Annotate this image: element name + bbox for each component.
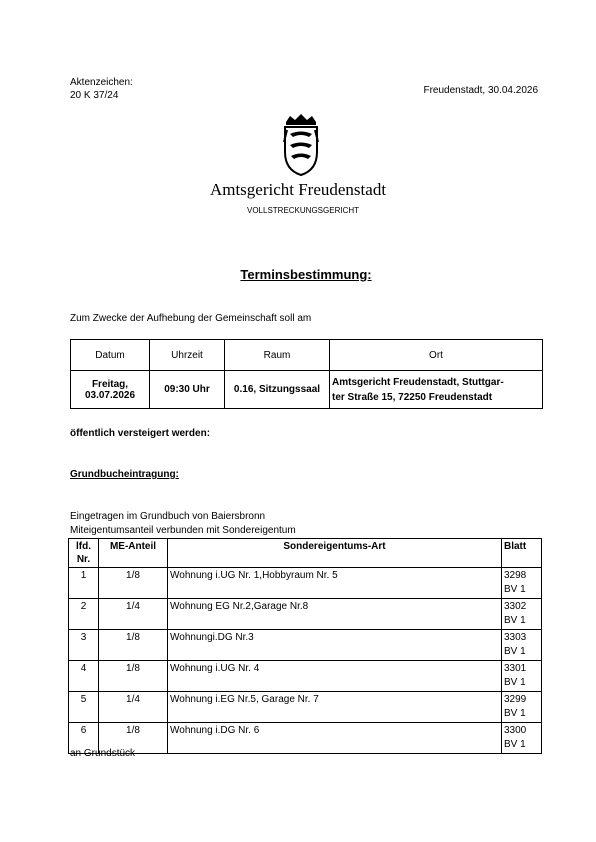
- place-line-1: Amtsgericht Freudenstadt, Stuttgar-: [332, 376, 504, 388]
- row-share: 1/8: [99, 661, 168, 692]
- sheet-number: 3302: [504, 601, 527, 612]
- sheet-bv: BV 1: [504, 739, 526, 750]
- row-nr: 1: [69, 568, 99, 599]
- coat-of-arms-icon: [280, 112, 322, 176]
- appointment-header-row: [71, 340, 543, 371]
- sheet-number: 3300: [504, 725, 527, 736]
- units-header-row: [69, 539, 542, 568]
- header-sheet: Blatt: [502, 539, 542, 568]
- row-sheet: [502, 723, 542, 754]
- row-nr: 6: [69, 723, 99, 754]
- sheet-bv: BV 1: [504, 584, 526, 595]
- row-type: Wohnung i.EG Nr.5, Garage Nr. 7: [168, 692, 502, 723]
- row-nr: 3: [69, 630, 99, 661]
- units-table: [68, 538, 542, 754]
- appointment-time: 09:30 Uhr: [150, 371, 225, 409]
- table-row: [69, 568, 542, 599]
- place-line-2: ter Straße 15, 72250 Freudenstadt: [332, 391, 493, 403]
- appointment-date: [71, 371, 150, 409]
- header-nr-line-1: lfd.: [76, 541, 91, 552]
- row-sheet: [502, 630, 542, 661]
- intro-text: Zum Zwecke der Aufhebung der Gemeinschaft soll am: [70, 313, 312, 324]
- header-type: Sondereigentums-Art: [168, 539, 502, 568]
- document-title: Terminsbestimmung:: [240, 267, 372, 282]
- row-sheet: [502, 599, 542, 630]
- sheet-bv: BV 1: [504, 646, 526, 657]
- date-value: 03.07.2026: [84, 389, 136, 401]
- sheet-bv: BV 1: [504, 615, 526, 626]
- row-share: 1/4: [99, 692, 168, 723]
- row-nr: 4: [69, 661, 99, 692]
- sheet-bv: BV 1: [504, 708, 526, 719]
- table-row: [69, 661, 542, 692]
- section-title: Grundbucheintragung:: [70, 469, 179, 480]
- registry-line-2: Miteigentumsanteil verbunden mit Sondereigentum: [70, 525, 296, 536]
- table-row: [69, 599, 542, 630]
- registry-line-1: Eingetragen im Grundbuch von Baiersbronn: [70, 511, 266, 522]
- auction-text: öffentlich versteigert werden:: [70, 428, 211, 439]
- date-weekday: Freitag,: [91, 378, 129, 390]
- table-row: [69, 630, 542, 661]
- row-sheet: [502, 692, 542, 723]
- sheet-bv: BV 1: [504, 677, 526, 688]
- row-nr: 2: [69, 599, 99, 630]
- header-nr: [69, 539, 99, 568]
- header-share: ME-Anteil: [99, 539, 168, 568]
- appointment-place: [330, 371, 543, 409]
- row-type: Wohnung i.DG Nr. 6: [168, 723, 502, 754]
- aktenzeichen-value: 20 K 37/24: [70, 90, 119, 101]
- appointment-room: 0.16, Sitzungssaal: [225, 371, 330, 409]
- aktenzeichen-label: Aktenzeichen:: [70, 77, 133, 88]
- sheet-number: 3303: [504, 632, 527, 643]
- header-ort: Ort: [330, 340, 543, 371]
- row-sheet: [502, 568, 542, 599]
- court-name: Amtsgericht Freudenstadt: [209, 180, 387, 199]
- row-share: 1/8: [99, 568, 168, 599]
- table-row: [69, 723, 542, 754]
- header-nr-line-2: Nr.: [76, 554, 91, 565]
- sheet-number: 3299: [504, 694, 527, 705]
- sheet-number: 3301: [504, 663, 527, 674]
- row-type: Wohnungi.DG Nr.3: [168, 630, 502, 661]
- court-department: VOLLSTRECKUNGSGERICHT: [246, 206, 360, 215]
- place-date: Freudenstadt, 30.04.2026: [423, 85, 538, 96]
- row-share: 1/8: [99, 723, 168, 754]
- aktenzeichen-block: [70, 76, 133, 102]
- table-row: [69, 692, 542, 723]
- sheet-number: 3298: [504, 570, 527, 581]
- row-share: 1/8: [99, 630, 168, 661]
- row-type: Wohnung i.UG Nr. 1,Hobbyraum Nr. 5: [168, 568, 502, 599]
- header-datum: Datum: [71, 340, 150, 371]
- appointment-row: [71, 371, 543, 409]
- footer-text: an Grundstück: [70, 748, 136, 759]
- row-share: 1/4: [99, 599, 168, 630]
- row-type: Wohnung EG Nr.2,Garage Nr.8: [168, 599, 502, 630]
- row-nr: 5: [69, 692, 99, 723]
- header-raum: Raum: [225, 340, 330, 371]
- header-uhrzeit: Uhrzeit: [150, 340, 225, 371]
- row-sheet: [502, 661, 542, 692]
- appointment-table: [70, 339, 543, 409]
- row-type: Wohnung i.UG Nr. 4: [168, 661, 502, 692]
